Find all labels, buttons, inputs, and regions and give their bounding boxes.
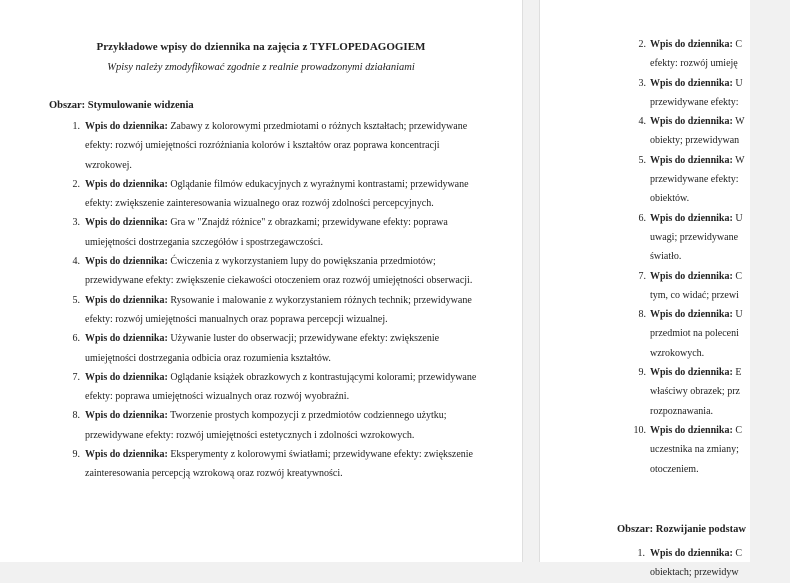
list-item [650,324,790,343]
entry-label: Wpis do dziennika: [650,39,733,50]
list-item [650,402,790,421]
list-item [638,74,790,93]
list-item [650,344,790,363]
item-number: 8. [72,410,80,422]
item-number: 6. [638,212,646,224]
entry-list [637,544,790,583]
entry-text: przewidywane efekty: [650,96,739,108]
item-number: 7. [72,371,80,383]
list-item [650,382,790,401]
entry-label: Wpis do dziennika: [85,371,168,383]
entry-text: Tworzenie prostych kompozycji z przedmiotów codziennego użytku; przewidywane efekty: rozwój umiejętności estetycznych i zdolności wzrokowych. [85,410,447,441]
list-item [637,544,790,563]
list-item [72,213,480,252]
section-heading: Obszar: Rozwijanie podstaw [617,524,746,535]
entry-text: Rysowanie i malowanie z wykorzystaniem różnych technik; przewidywane efekty: rozwój umiejętności manualnych oraz poprawa percepcji wizualnej. [85,294,472,325]
item-number: 6. [72,333,80,345]
list-item [650,563,790,582]
entry-text: U [732,212,743,224]
entry-text: Oglądanie filmów edukacyjnych z wyraźnymi kontrastami; przewidywane efekty: zwiększenie zainteresowania wizualnego oraz rozwój zdolności percepcyjnych. [85,178,469,210]
entry-text: Eksperymenty z kolorowymi światłami; przewidywane efekty: zwiększenie zainteresowania percepcją wzrokową oraz rozwój kreatywności. [85,449,473,480]
entry-text: światło. [650,251,682,263]
list-item [638,112,790,131]
list-item [638,363,790,382]
list-item [650,93,790,112]
entry-text: Ćwiczenia z wykorzystaniem lupy do powiększania przedmiotów; przewidywane efekty: zwiększenie ciekawości otoczeniem oraz rozwój umiejętności obserwacji. [85,256,473,287]
list-item [638,35,790,54]
entry-label: Wpis do dziennika: [85,449,168,461]
list-item [72,368,480,407]
entry-label: Wpis do dziennika: [85,217,168,229]
entry-text: wzrokowych. [650,347,705,359]
list-item [72,252,480,291]
item-number: 4. [638,116,646,128]
entry-label: Wpis do dziennika: [650,154,733,166]
item-number: 5. [638,154,646,166]
entry-text: W [732,116,745,128]
list-item [650,286,790,305]
entry-label: Wpis do dziennika: [650,309,733,321]
entry-label: Wpis do dziennika: [650,367,733,379]
item-number: 1. [637,548,645,559]
entry-text: przedmiot na poleceni [650,328,739,340]
list-item [638,151,790,170]
item-number: 5. [72,294,80,306]
entry-label: Wpis do dziennika: [85,178,168,190]
item-number: 3. [638,77,646,89]
entry-text: przewidywane efekty: [650,174,739,186]
entry-text: obiekty; przewidywan [650,135,740,147]
entry-text: C [732,270,742,282]
list-item [650,247,790,266]
list-item [650,54,790,73]
list-item [650,189,790,208]
entry-text: Gra w "Znajdź różnice" z obrazkami; przewidywane efekty: poprawa umiejętności dostrzegania szczegółów i spostrzegawczości. [85,217,448,248]
entry-label: Wpis do dziennika: [650,212,733,224]
entry-text: C [732,39,742,50]
list-item [72,329,480,368]
list-item [633,421,790,440]
entry-text: W [732,154,745,166]
list-item [72,291,480,330]
list-item [650,228,790,247]
list-item [650,460,790,479]
list-item [650,170,790,189]
entry-label: Wpis do dziennika: [650,77,733,89]
entry-text: C [732,424,742,436]
item-number: 1. [72,121,80,132]
entry-text: Używanie luster do obserwacji; przewidywane efekty: zwiększenie umiejętności dostrzegania odbicia oraz rozumienia kształtów. [85,333,440,364]
page-title: Przykładowe wpisy do dziennika na zajęcia z TYFLOPEDAGOGIEM [96,41,426,53]
entry-text: C [732,548,742,559]
entry-list [633,35,790,479]
entry-text: uczestnika na zmiany; [650,444,739,456]
item-number: 4. [72,256,80,268]
entry-text: obiektach; przewidyw [650,567,739,579]
entry-text: U [732,309,743,321]
entry-text: Oglądanie książek obrazkowych z kontrastującymi kolorami; przewidywane efekty: poprawa umiejętności wizualnych oraz rozwój wyobraźni. [85,371,477,403]
entry-text: obiektów. [650,193,690,205]
item-number: 2. [638,39,646,50]
entry-text: otoczeniem. [650,463,699,475]
item-number: 10. [633,424,646,436]
list-item [72,445,480,484]
entry-label: Wpis do dziennika: [650,270,733,282]
item-number: 8. [638,309,646,321]
entry-label: Wpis do dziennika: [85,410,168,422]
entry-text: uwagi; przewidywane [650,231,739,243]
entry-text: U [732,77,743,89]
list-item [638,267,790,286]
entry-label: Wpis do dziennika: [85,333,168,345]
section-heading: Obszar: Stymulowanie widzenia [49,100,194,111]
item-number: 2. [72,178,80,190]
entry-text: właściwy obrazek; prz [650,386,740,398]
list-item [650,131,790,150]
entry-text: tym, co widać; przewi [650,289,739,301]
entry-label: Wpis do dziennika: [85,256,168,268]
item-number: 9. [638,367,646,379]
entry-text: Zabawy z kolorowymi przedmiotami o różnych kształtach; przewidywane efekty: rozwój umiejętności rozróżniania kolorów i kształtów oraz poprawa koncentracji wzrokowej. [85,121,468,171]
entry-text: E [732,367,742,379]
item-number: 7. [638,270,646,282]
page-subtitle: Wpisy należy zmodyfikować zgodnie z realnie prowadzonymi działaniami [107,62,415,73]
item-number: 9. [72,449,80,461]
list-item [72,117,480,175]
entry-list [72,117,480,484]
list-item [638,305,790,324]
entry-label: Wpis do dziennika: [85,294,168,306]
document-page-2 [540,0,750,579]
list-item [72,175,480,214]
list-item [650,440,790,459]
item-number: 3. [72,217,80,229]
entry-text: rozpoznawania. [650,405,714,417]
list-item [638,209,790,228]
entry-label: Wpis do dziennika: [85,121,168,132]
page-edge [522,0,523,562]
entry-label: Wpis do dziennika: [650,424,733,436]
entry-label: Wpis do dziennika: [650,548,733,559]
entry-text: efekty: rozwój umieję [650,58,738,70]
list-item [72,406,480,445]
entry-label: Wpis do dziennika: [650,116,733,128]
